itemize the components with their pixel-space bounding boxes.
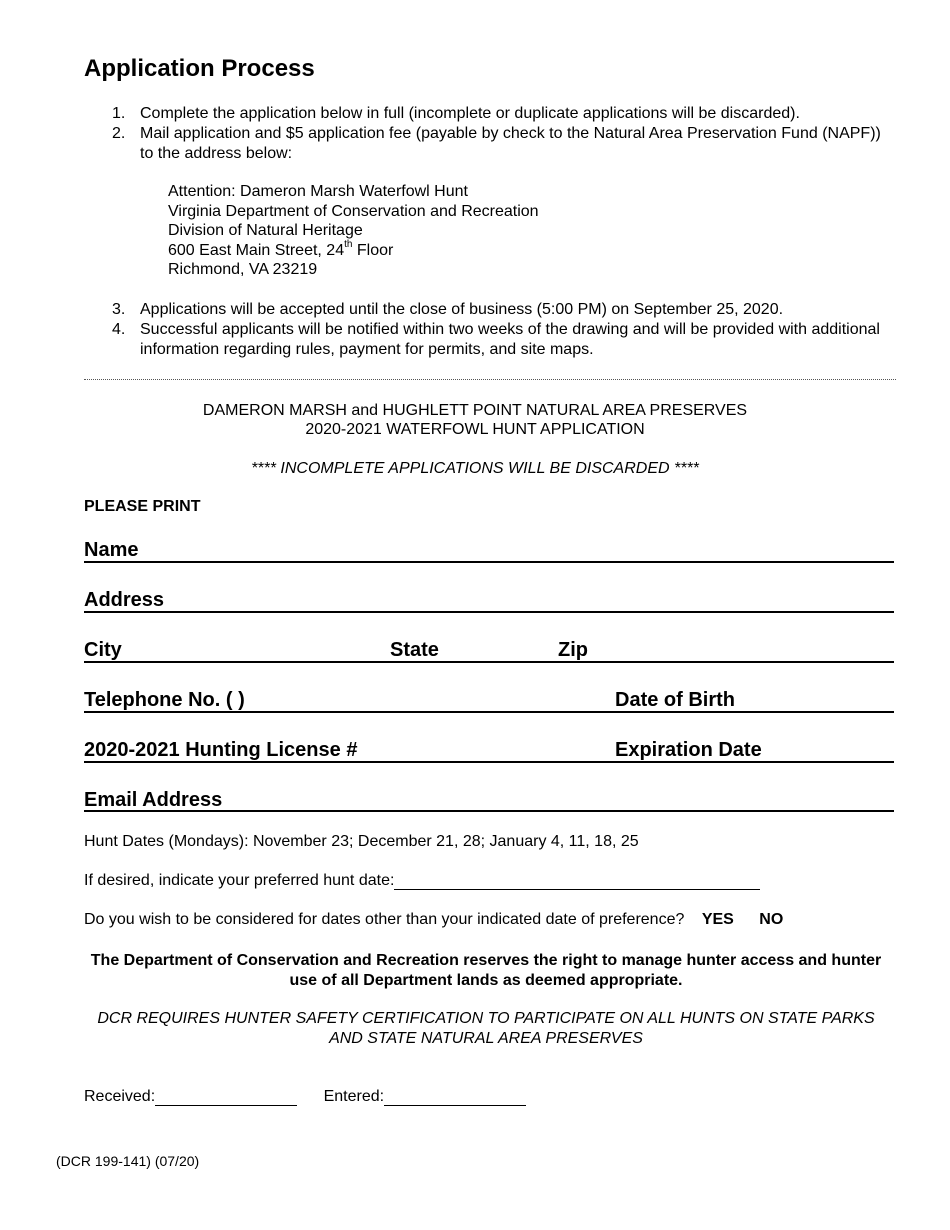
- city-state-zip-field[interactable]: [84, 661, 894, 663]
- step-number: 3.: [112, 301, 126, 318]
- form-code: (DCR 199-141) (07/20): [56, 1153, 200, 1169]
- expiration-label: Expiration Date: [615, 739, 762, 761]
- page-title: Application Process: [84, 55, 315, 82]
- step-text: Complete the application below in full (incomplete or duplicate applications will be discarded).: [140, 105, 800, 122]
- no-option[interactable]: NO: [759, 911, 784, 928]
- office-use-row: [84, 1088, 526, 1106]
- telephone-label: Telephone No. ( ): [84, 689, 245, 711]
- address-line: Richmond, VA 23219: [168, 261, 318, 279]
- preferred-date-field[interactable]: [394, 873, 760, 890]
- license-label: 2020-2021 Hunting License #: [84, 739, 358, 761]
- step-number: 2.: [112, 125, 126, 142]
- form-title-line-2: 2020-2021 WATERFOWL HUNT APPLICATION: [305, 421, 645, 438]
- email-field[interactable]: [84, 810, 894, 812]
- address-line: Virginia Department of Conservation and Recreation: [168, 202, 539, 220]
- step-number: 1.: [112, 105, 126, 122]
- form-title-line-1: DAMERON MARSH and HUGHLETT POINT NATURAL AREA PRESERVES: [202, 402, 748, 419]
- mailing-address: [168, 182, 539, 280]
- city-label: City: [84, 639, 122, 661]
- address-line: Division of Natural Heritage: [168, 222, 363, 240]
- certification-notice: DCR REQUIRES HUNTER SAFETY CERTIFICATION TO PARTICIPATE ON ALL HUNTS ON STATE PARKS AND STATE NATURAL AREA PRESERVES: [97, 1010, 875, 1047]
- received-field[interactable]: [155, 1089, 297, 1106]
- yes-option[interactable]: YES: [701, 911, 734, 928]
- other-dates-row: [84, 911, 783, 929]
- address-field[interactable]: [84, 611, 894, 613]
- please-print-label: PLEASE PRINT: [84, 498, 201, 515]
- preferred-date-label: If desired, indicate your preferred hunt date:: [84, 872, 395, 889]
- received-label: Received:: [84, 1088, 156, 1105]
- entered-field[interactable]: [384, 1089, 526, 1106]
- preferred-date-row: [84, 872, 760, 890]
- telephone-dob-field[interactable]: [84, 711, 894, 713]
- dob-label: Date of Birth: [615, 689, 735, 711]
- step-text: Mail application and $5 application fee (payable by check to the Natural Area Preservation Fund (NAPF)) to the address below:: [140, 125, 881, 162]
- hunt-dates: Hunt Dates (Mondays): November 23; December 21, 28; January 4, 11, 18, 25: [84, 833, 639, 850]
- zip-label: Zip: [558, 639, 588, 661]
- entered-label: Entered:: [323, 1088, 385, 1105]
- dotted-divider: [84, 379, 896, 380]
- name-label: Name: [84, 539, 139, 561]
- address-line: 600 East Main Street, 24th Floor: [168, 239, 394, 259]
- incomplete-warning: **** INCOMPLETE APPLICATIONS WILL BE DISCARDED ****: [251, 460, 699, 477]
- address-line: Attention: Dameron Marsh Waterfowl Hunt: [168, 183, 468, 200]
- step-number: 4.: [112, 321, 126, 338]
- email-label: Email Address: [84, 789, 223, 811]
- department-notice: The Department of Conservation and Recreation reserves the right to manage hunter access and hunter use of all Department lands as deemed appropriate.: [90, 952, 882, 989]
- other-dates-question: Do you wish to be considered for dates other than your indicated date of preference?: [84, 911, 685, 928]
- step-text: Applications will be accepted until the close of business (5:00 PM) on September 25, 2020.: [140, 301, 784, 318]
- license-expiration-field[interactable]: [84, 761, 894, 763]
- state-label: State: [390, 639, 439, 661]
- step-text: Successful applicants will be notified within two weeks of the drawing and will be provided with additional information regarding rules, payment for permits, and site maps.: [140, 321, 880, 358]
- name-field[interactable]: [84, 561, 894, 563]
- address-label: Address: [84, 589, 165, 611]
